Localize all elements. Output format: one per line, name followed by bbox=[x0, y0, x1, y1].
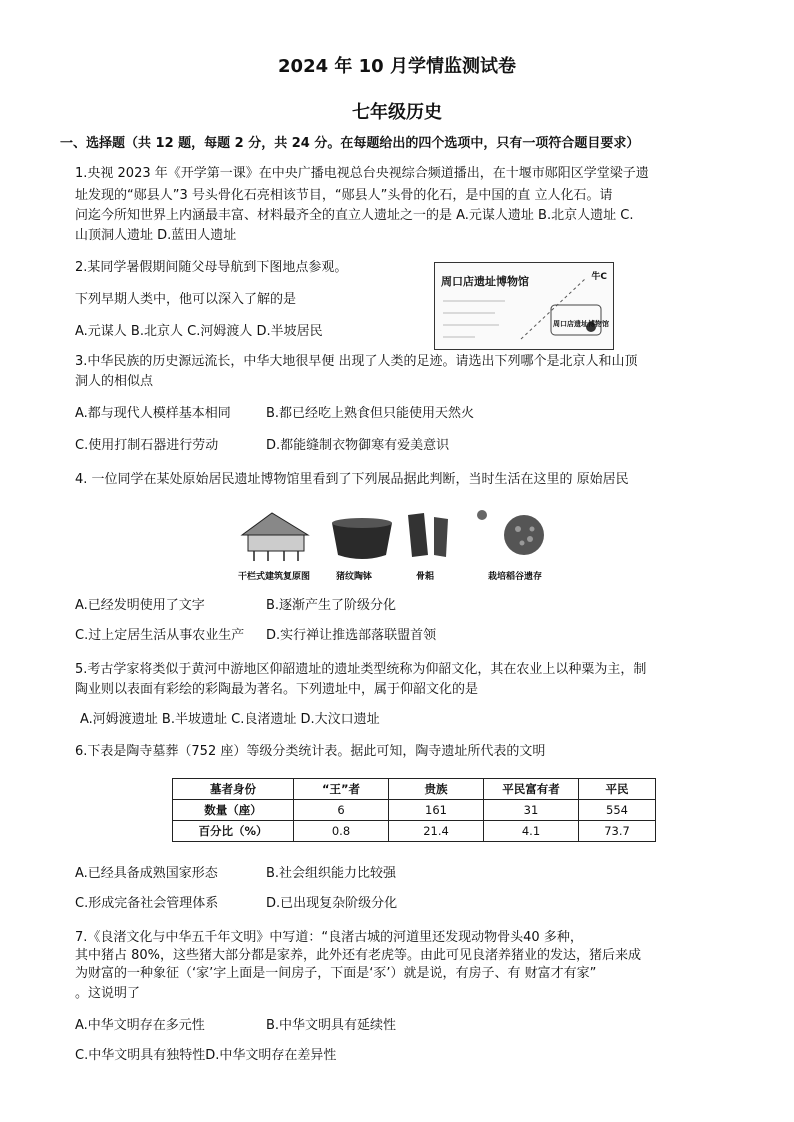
q7-option-cd: C.中华文明具有独特性D.中华文明存在差异性 bbox=[75, 1048, 337, 1063]
q1-line-3: 问迄今所知世界上内涵最丰富、材料最齐全的直立人遗址之一的是 A.元谋人遗址 B.北京人遗址 C. bbox=[75, 208, 634, 223]
table-cell: 161 bbox=[389, 800, 484, 821]
q2-stem: 2.某同学暑假期间随父母导航到下图地点参观。 bbox=[75, 260, 348, 275]
table-header-cell: “王”者 bbox=[294, 779, 389, 800]
table-header-cell: 平民 bbox=[579, 779, 656, 800]
table-cell: 0.8 bbox=[294, 821, 389, 842]
q7-line-1: 7.《良渚文化与中华五千年文明》中写道：“良渚古城的河道里还发现动物骨头40 多种， bbox=[75, 930, 583, 945]
q1-line-1: 1.央视 2023 年《开学第一课》在中央广播电视总台央视综合频道播出，在十堰市郧阳区学堂梁子遗 bbox=[75, 166, 649, 181]
table-row bbox=[173, 800, 656, 821]
table-cell: 数量（座） bbox=[173, 800, 294, 821]
table-cell: 4.1 bbox=[484, 821, 579, 842]
q6-option-a: A.已经具备成熟国家形态 bbox=[75, 866, 218, 881]
map-location-label: 周口店遗址博物馆 bbox=[553, 320, 609, 328]
q4-option-b: B.逐渐产生了阶级分化 bbox=[266, 598, 397, 613]
exam-title: 2024 年 10 月学情监测试卷 bbox=[278, 56, 516, 77]
caption-pottery: 猪纹陶钵 bbox=[336, 572, 373, 582]
map-route-graphic bbox=[435, 263, 613, 349]
q3-option-d: D.都能缝制衣物御寒有爱美意识 bbox=[266, 438, 450, 453]
map-image bbox=[434, 262, 614, 350]
q7-line-2: 其中猪占 80%，这些猪大部分都是家养，此外还有老虎等。由此可见良渚养猪业的发达，猪后来成 bbox=[75, 948, 642, 963]
q5-options: A.河姆渡遗址 B.半坡遗址 C.良渚遗址 D.大汶口遗址 bbox=[80, 712, 380, 727]
q4-option-c: C.过上定居生活从事农业生产 bbox=[75, 628, 245, 643]
table-header-cell: 贵族 bbox=[389, 779, 484, 800]
table-cell: 21.4 bbox=[389, 821, 484, 842]
stilt-house-image bbox=[242, 513, 308, 561]
q1-line-4: 山顶洞人遗址 D.蓝田人遗址 bbox=[75, 228, 237, 243]
q4-stem: 4. 一位同学在某处原始居民遗址博物馆里看到了下列展品据此判断，当时生活在这里的 原始居民 bbox=[75, 472, 629, 487]
exam-subtitle: 七年级历史 bbox=[352, 102, 442, 123]
q6-stem: 6.下表是陶寺墓葬（752 座）等级分类统计表。据此可知，陶寺遗址所代表的文明 bbox=[75, 744, 546, 759]
q3-option-c: C.使用打制石器进行劳动 bbox=[75, 438, 219, 453]
table-cell: 百分比（%） bbox=[173, 821, 294, 842]
q4-option-d: D.实行禅让推选部落联盟首领 bbox=[266, 628, 437, 643]
q7-option-a: A.中华文明存在多元性 bbox=[75, 1018, 205, 1033]
caption-stilt-house: 干栏式建筑复原图 bbox=[238, 572, 311, 582]
map-title: 周口店遗址博物馆 bbox=[441, 275, 529, 288]
q6-option-c: C.形成完备社会管理体系 bbox=[75, 896, 219, 911]
q5-line-2: 陶业则以表面有彩绘的彩陶最为著名。下列遗址中，属于仰韶文化的是 bbox=[75, 682, 479, 697]
q6-option-b: B.社会组织能力比较强 bbox=[266, 866, 397, 881]
q3-line-1: 3.中华民族的历史源远流长，中华大地很早便 出现了人类的足迹。请选出下列哪个是北京人和山顶 bbox=[75, 354, 638, 369]
table-row bbox=[173, 821, 656, 842]
bone-spade-image bbox=[408, 513, 448, 557]
burial-statistics-table bbox=[172, 778, 656, 842]
q5-line-1: 5.考古学家将类似于黄河中游地区仰韶遗址的遗址类型统称为仰韶文化，其在农业上以种粟为主，制 bbox=[75, 662, 647, 677]
table-cell: 31 bbox=[484, 800, 579, 821]
caption-rice: 栽培稻谷遗存 bbox=[488, 572, 543, 582]
table-header-row bbox=[173, 779, 656, 800]
rice-remains-image bbox=[477, 510, 544, 555]
q1-line-2: 址发现的“郧县人”3 号头骨化石亮相该节目，“郧县人”头骨的化石，是中国的直 立人化石。请 bbox=[75, 188, 613, 203]
q7-option-b: B.中华文明具有延续性 bbox=[266, 1018, 397, 1033]
artifact-images bbox=[238, 505, 556, 583]
q4-option-a: A.已经发明使用了文字 bbox=[75, 598, 205, 613]
q7-line-3: 为财富的一种象征（‘家’字上面是一间房子，下面是‘豕’）就是说，有房子、有 财富才有家” bbox=[75, 966, 597, 981]
section-heading: 一、选择题（共 12 题，每题 2 分，共 24 分。在每题给出的四个选项中，只有一项符合题目要求） bbox=[60, 136, 640, 151]
q2-ask: 下列早期人类中，他可以深入了解的是 bbox=[75, 292, 297, 307]
table-header-cell: 墓者身份 bbox=[173, 779, 294, 800]
q7-line-4: 。这说明了 bbox=[75, 986, 141, 1001]
table-cell: 73.7 bbox=[579, 821, 656, 842]
q3-option-b: B.都已经吃上熟食但只能使用天然火 bbox=[266, 406, 475, 421]
q2-options: A.元谋人 B.北京人 C.河姆渡人 D.半坡居民 bbox=[75, 324, 323, 339]
table-cell: 6 bbox=[294, 800, 389, 821]
pottery-bowl-image bbox=[332, 518, 392, 559]
caption-bone-spade: 骨耜 bbox=[416, 572, 435, 582]
q6-option-d: D.已出现复杂阶级分化 bbox=[266, 896, 398, 911]
q3-option-a: A.都与现代人模样基本相同 bbox=[75, 406, 231, 421]
map-north-label: 牛C bbox=[591, 272, 607, 282]
table-cell: 554 bbox=[579, 800, 656, 821]
table-header-cell: 平民富有者 bbox=[484, 779, 579, 800]
q3-line-2: 洞人的相似点 bbox=[75, 374, 154, 389]
